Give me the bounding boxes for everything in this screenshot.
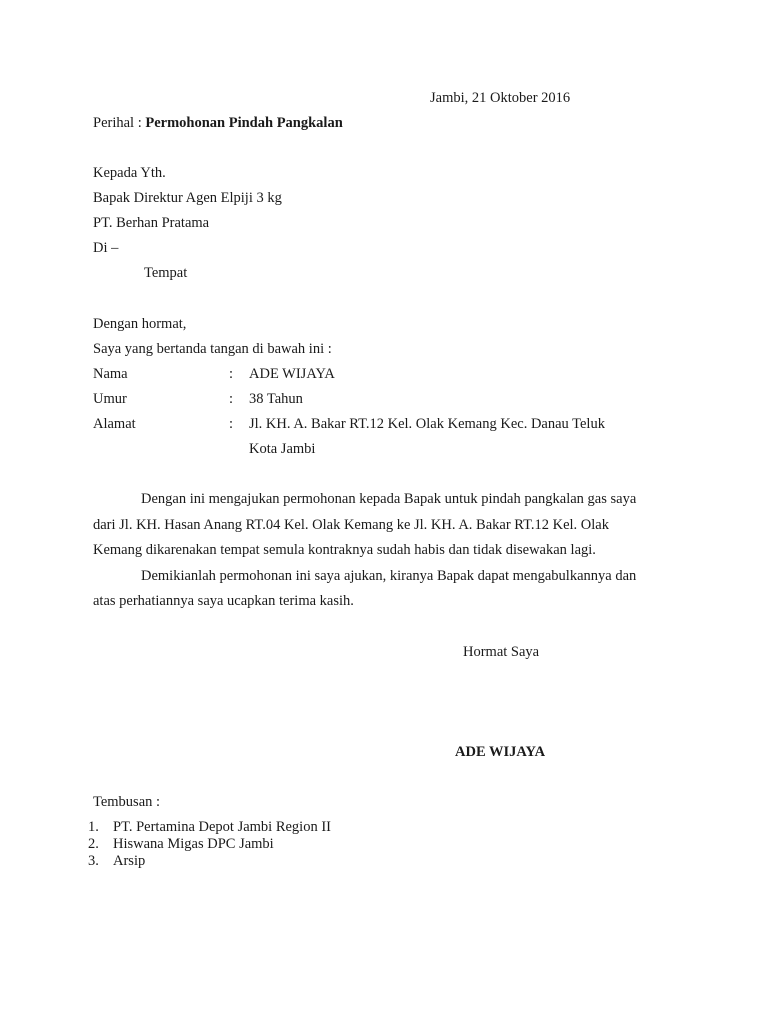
signature-name: ADE WIJAYA	[455, 744, 546, 760]
cc-label: Tembusan :	[93, 794, 161, 810]
recipient-line-5: Tempat	[144, 265, 188, 281]
field-value-address-1: Jl. KH. A. Bakar RT.12 Kel. Olak Kemang Kec. Danau Teluk	[249, 416, 605, 432]
intro-text: Saya yang bertanda tangan di bawah ini :	[93, 341, 332, 357]
field-value-name: ADE WIJAYA	[249, 366, 335, 382]
field-value-address-2: Kota Jambi	[249, 441, 316, 457]
cc-item-text: PT. Pertamina Depot Jambi Region II	[113, 819, 331, 835]
field-label-address: Alamat	[93, 416, 136, 432]
subject-label: Perihal :	[93, 115, 146, 131]
cc-item-number: 1.	[88, 819, 99, 835]
field-label-age: Umur	[93, 391, 127, 407]
closing: Hormat Saya	[463, 644, 540, 660]
field-label-name: Nama	[93, 366, 128, 382]
body-p1-line-1: Dengan ini mengajukan permohonan kepada Bapak untuk pindah pangkalan gas saya	[141, 491, 637, 507]
field-colon: :	[229, 366, 234, 382]
field-colon: :	[229, 391, 234, 407]
recipient-line-4: Di –	[93, 240, 119, 256]
cc-item-number: 3.	[88, 853, 99, 869]
body-p1-line-2: dari Jl. KH. Hasan Anang RT.04 Kel. Olak Kemang ke Jl. KH. A. Bakar RT.12 Kel. Olak	[93, 517, 609, 533]
body-p2-line-1: Demikianlah permohonan ini saya ajukan, kiranya Bapak dapat mengabulkannya dan	[141, 568, 637, 584]
body-p2-line-2: atas perhatiannya saya ucapkan terima kasih.	[93, 593, 354, 609]
greeting: Dengan hormat,	[93, 316, 187, 332]
subject-line	[93, 114, 343, 132]
field-colon: :	[229, 416, 234, 432]
subject-text: Permohonan Pindah Pangkalan	[145, 115, 343, 131]
recipient-line-3: PT. Berhan Pratama	[93, 215, 210, 231]
place-date: Jambi, 21 Oktober 2016	[430, 90, 571, 106]
cc-item-text: Arsip	[113, 853, 146, 869]
recipient-line-2: Bapak Direktur Agen Elpiji 3 kg	[93, 190, 282, 206]
field-value-age: 38 Tahun	[249, 391, 303, 407]
body-p1-line-3: Kemang dikarenakan tempat semula kontraknya sudah habis dan tidak disewakan lagi.	[93, 542, 596, 558]
cc-item-text: Hiswana Migas DPC Jambi	[113, 836, 274, 852]
recipient-line-1: Kepada Yth.	[93, 165, 166, 181]
cc-item-number: 2.	[88, 836, 99, 852]
